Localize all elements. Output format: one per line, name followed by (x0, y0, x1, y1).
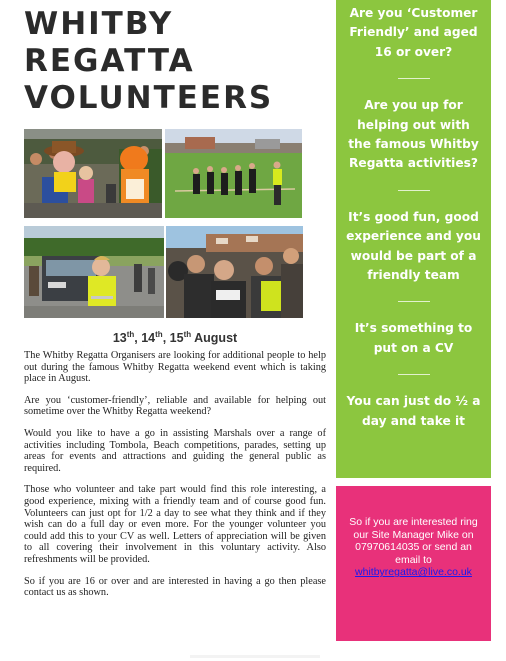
tug-of-war-photo (165, 129, 302, 218)
highlight-customer-friendly: Are you ‘Customer Friendly’ and aged 16 or over? (349, 6, 478, 59)
contact-panel (336, 486, 491, 641)
body-paragraph-activities: Would you like to have a go in assisting Marshals over a range of activities including Tombola, Beach competitions, parades, setting up areas for events and attractions and guiding the general public as required. (24, 427, 326, 474)
body-text (24, 350, 326, 609)
mascots-photo (24, 129, 162, 218)
body-paragraph-benefits: Those who volunteer and take part would find this role interesting, a good experience, mixing with a friendly team and of course good fun. Volunteers can just opt for 1/2 a day to see what they think and if they wish can do a full day or even more. For the younger volunteer you could add this to your CV as well. Letters of appreciation will be given to all covering their involvement in this voluntary activity. Also refreshments will be provided. (24, 484, 326, 565)
title-line-1: WHITBY (24, 6, 174, 42)
crowd-photo (166, 226, 303, 318)
event-dates (24, 330, 326, 345)
date-14: , 14 (134, 331, 156, 346)
date-month: August (191, 331, 238, 346)
divider (398, 301, 430, 302)
footer-divider (190, 655, 320, 658)
date-15: , 15 (162, 331, 184, 346)
highlight-cv: It’s something to put on a CV (354, 321, 473, 355)
highlight-good-fun: It’s good fun, good experience and you would be part of a friendly team (346, 209, 481, 283)
date-suffix: th (183, 330, 192, 339)
body-paragraph-question: Are you ‘customer-friendly’, reliable and available for helping out sometime over the Whitby Regatta weekend? (24, 394, 326, 418)
date-suffix: th (126, 330, 135, 339)
divider (398, 78, 430, 79)
divider (398, 190, 430, 191)
highlight-helping-out: Are you up for helping out with the famous Whitby Regatta activities? (348, 98, 479, 171)
date-13: 13 (112, 331, 127, 346)
divider (398, 374, 430, 375)
volunteer-van-photo (24, 226, 164, 318)
body-paragraph-contact: So if you are 16 or over and are interested in having a go then please contact us as shown. (24, 575, 326, 599)
page-title (24, 6, 324, 117)
highlights-panel (336, 0, 491, 478)
date-suffix: th (155, 330, 163, 339)
highlight-half-day: You can just do ½ a day and take it (346, 394, 481, 428)
body-paragraph-intro: The Whitby Regatta Organisers are looking for additional people to help out during the famous Whitby Regatta weekend event which is taking place in August. (24, 350, 326, 385)
title-line-3: VOLUNTEERS (24, 80, 274, 116)
title-line-2: REGATTA (24, 43, 195, 79)
contact-email-link[interactable]: whitbyregatta@live.co.uk (355, 566, 472, 579)
contact-text: So if you are interested ring our Site Manager Mike on 07970614035 or send an email to (349, 516, 478, 566)
